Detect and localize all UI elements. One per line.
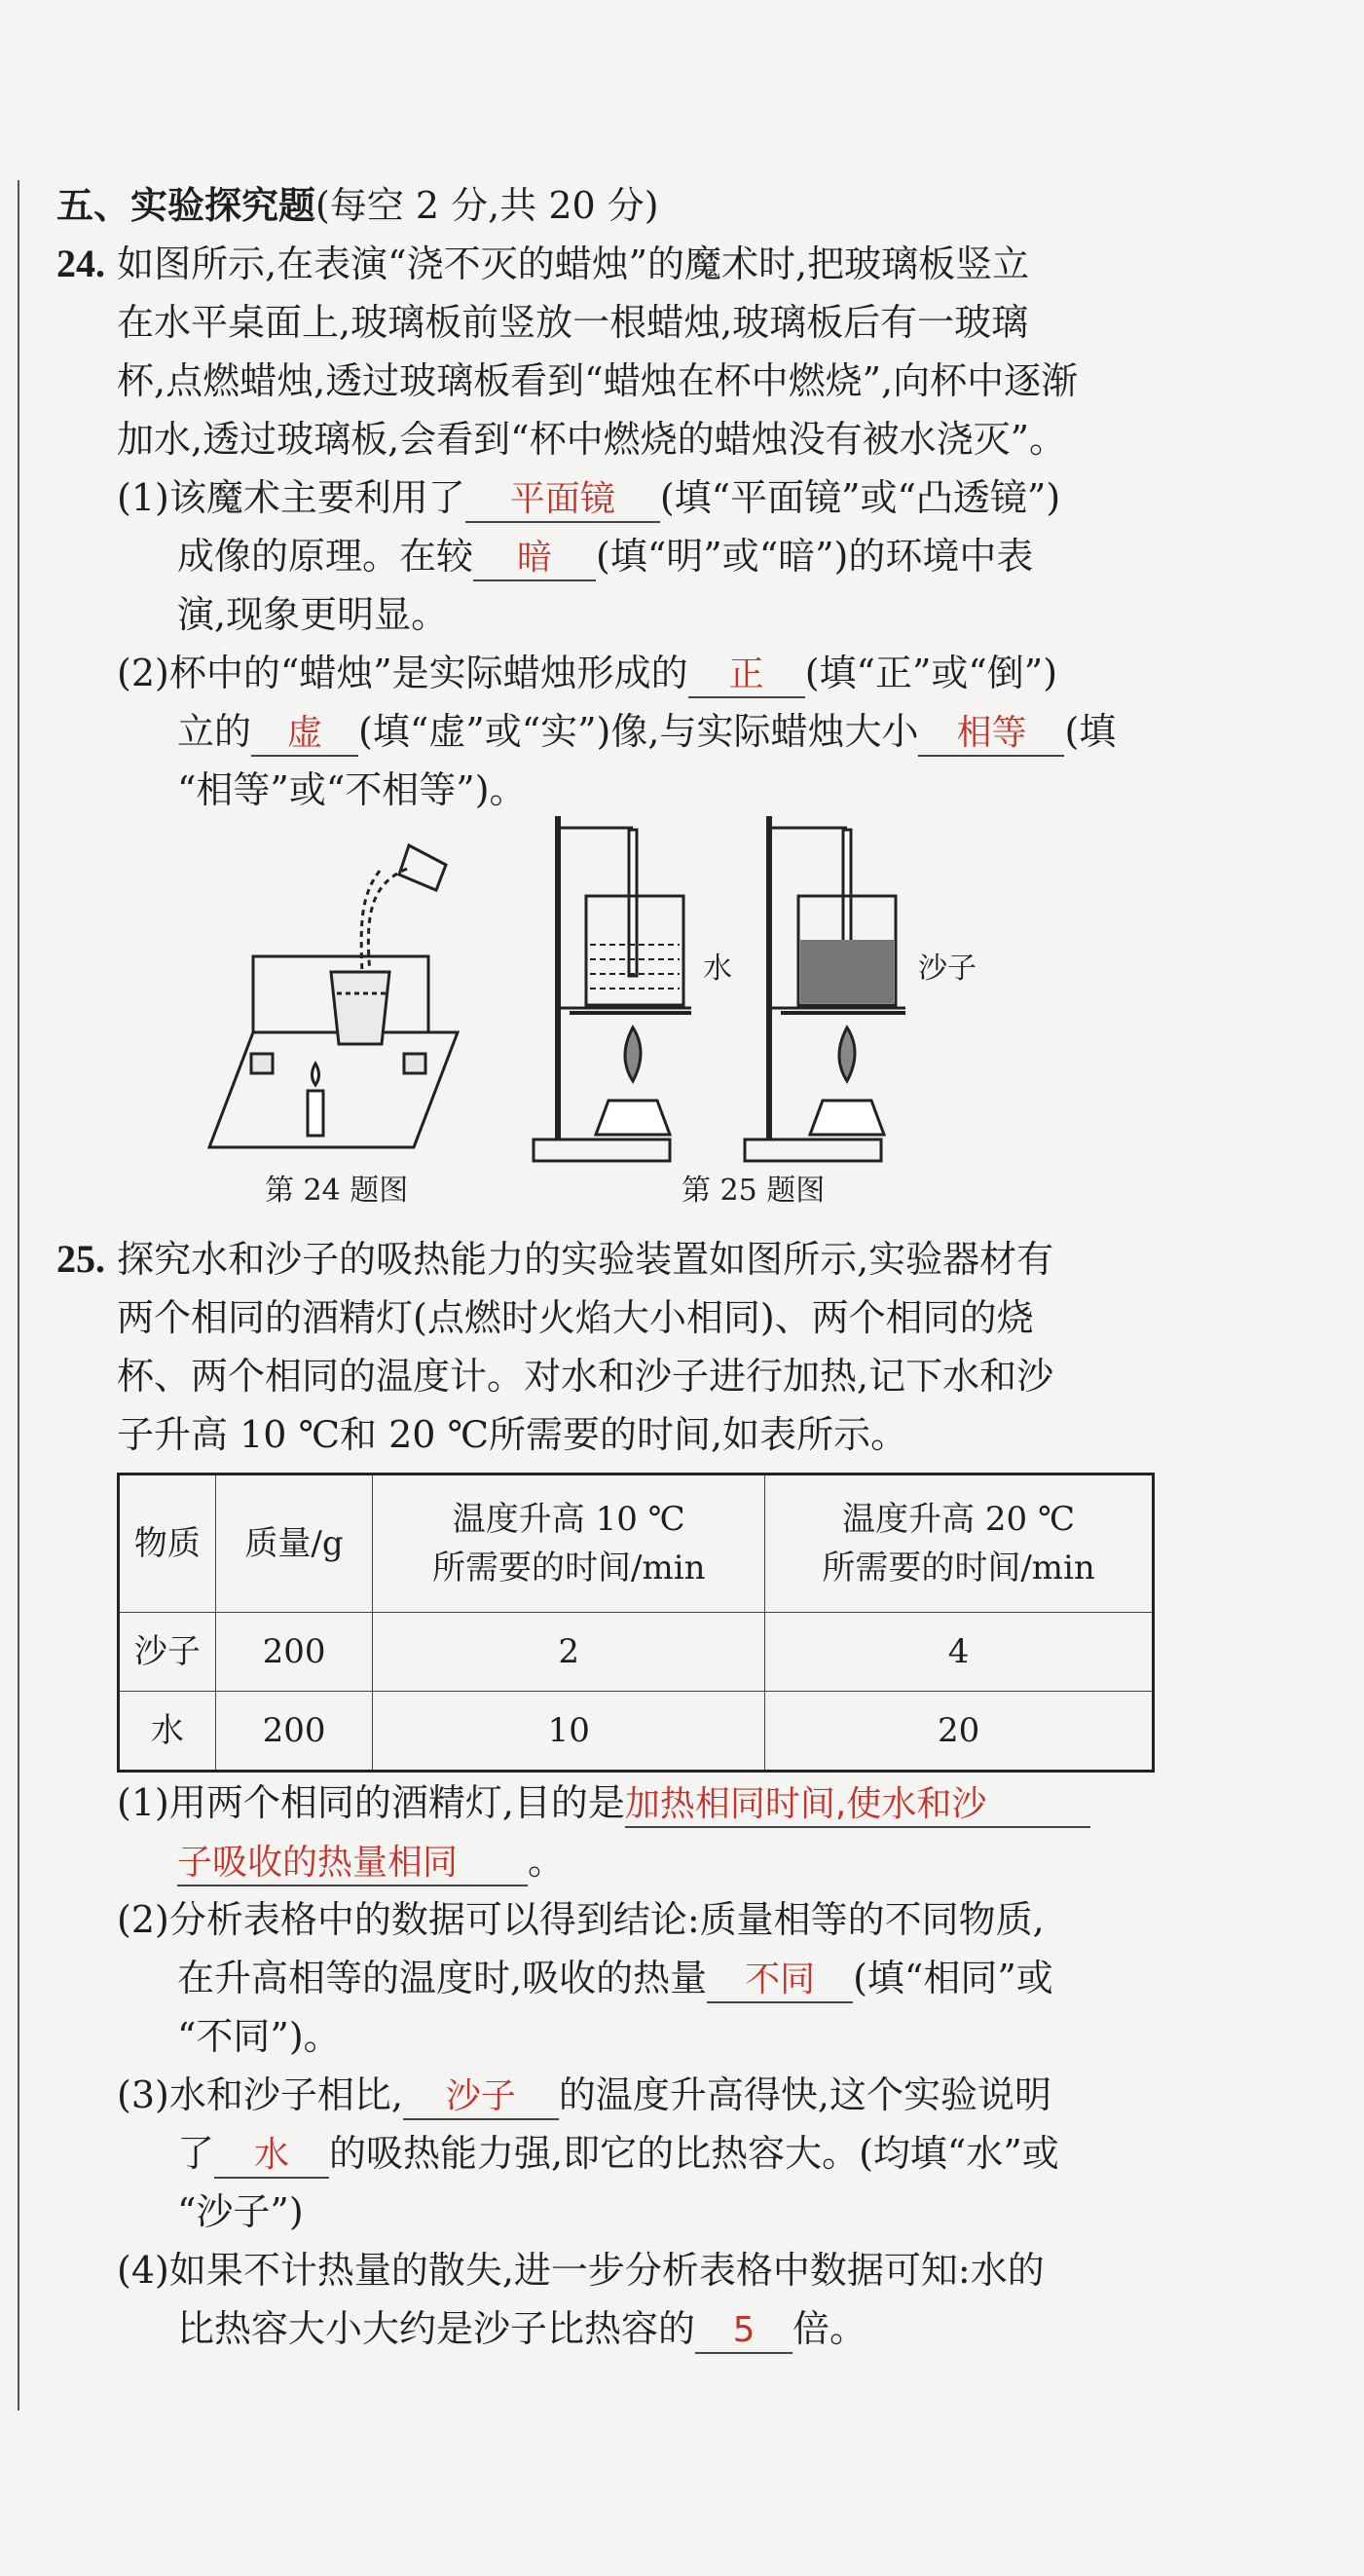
answer-blank: 不同 — [707, 1959, 853, 2003]
plate-clip-right — [404, 1054, 425, 1073]
q25-p2-text-c: (填“相同”或 — [853, 1957, 1053, 1999]
q24-p2-text-d: (填“虚”或“实”)像,与实际蜡烛大小 — [358, 710, 919, 753]
q24-number: 24. — [56, 242, 105, 285]
q25-p4-text-c: 倍。 — [793, 2307, 867, 2350]
answer-blank: 子吸收的热量相同 — [177, 1842, 528, 1886]
q24-p1-text-c: 成像的原理。在较 — [177, 535, 474, 578]
answer-blank: 水 — [214, 2134, 329, 2179]
q24-p2-text-c: 立的 — [177, 710, 252, 753]
q24-p2-text-e: (填 — [1064, 710, 1117, 753]
q25-stem-3: 杯、两个相同的温度计。对水和沙子进行加热,记下水和沙 — [117, 1355, 1054, 1398]
label-sand: 沙子 — [918, 952, 977, 986]
q25-line-1 — [56, 1235, 1053, 1284]
answer-blank: 相等 — [918, 712, 1064, 757]
section-header — [56, 181, 659, 230]
q25-p3-text-c: 了 — [177, 2132, 215, 2175]
stand-base-right — [745, 1139, 881, 1161]
header-line: 温度升高 20 ℃ — [842, 1500, 1076, 1539]
table-cell: 20 — [765, 1692, 1154, 1772]
table-top — [209, 1032, 458, 1147]
header-cell — [373, 1475, 765, 1613]
q24-p1-line-3: 演,现象更明显。 — [177, 593, 449, 636]
figure-25 — [526, 808, 983, 1178]
table-cell: 200 — [215, 1613, 373, 1692]
candle — [308, 1091, 323, 1136]
q24-p2-line-2 — [177, 707, 1116, 757]
table-cell: 2 — [373, 1613, 765, 1692]
table-row — [119, 1692, 1154, 1772]
sand-fill — [800, 940, 894, 1003]
q24-stem-4: 加水,透过玻璃板,会看到“杯中燃烧的蜡烛没有被水浇灭”。 — [117, 418, 1067, 461]
header-cell: 物质 — [119, 1475, 216, 1613]
q24-p1-line-2 — [177, 532, 1033, 581]
q25-p2-text-b: 在升高相等的温度时,吸收的热量 — [177, 1957, 708, 1999]
table-cell: 200 — [215, 1692, 373, 1772]
q24-p2-text-b: (填“正”或“倒”) — [804, 652, 1058, 694]
q24-p1-line-1 — [117, 473, 1060, 523]
header-line: 所需要的时间/min — [432, 1549, 706, 1587]
q25-p4-text-b: 比热容大小大约是沙子比热容的 — [177, 2307, 696, 2350]
q25-stem-4: 子升高 10 ℃和 20 ℃所需要的时间,如表所示。 — [117, 1413, 908, 1456]
q25-p1-end: 。 — [528, 1840, 566, 1883]
q25-stem-1: 探究水和沙子的吸热能力的实验装置如图所示,实验器材有 — [117, 1238, 1054, 1281]
label-water: 水 — [703, 952, 732, 986]
q25-number: 25. — [56, 1237, 105, 1281]
answer-blank: 加热相同时间,使水和沙 — [625, 1783, 1090, 1828]
q25-p2-line-3: “不同”)。 — [177, 2015, 341, 2058]
q25-p1-line-2 — [177, 1837, 565, 1886]
q25-p2-line-1: (2)分析表格中的数据可以得到结论:质量相等的不同物质, — [117, 1898, 1045, 1941]
answer-blank: 5 — [695, 2309, 793, 2354]
flame-left — [625, 1027, 641, 1081]
plate-clip-left — [251, 1054, 273, 1073]
stand-base-left — [534, 1139, 670, 1161]
section-title: 五、实验探究题 — [56, 183, 316, 227]
q24-p1-text-d: (填“明”或“暗”)的环境中表 — [596, 535, 1034, 578]
answer-blank: 平面镜 — [465, 478, 660, 523]
section-note: (每空 2 分,共 20 分) — [315, 184, 659, 227]
q25-p3-text-d: 的吸热能力强,即它的比热容大。(均填“水”或 — [329, 2132, 1059, 2175]
q25-p3-line-2 — [177, 2129, 1059, 2179]
header-cell: 质量/g — [215, 1475, 373, 1613]
table-cell: 沙子 — [119, 1613, 216, 1692]
q25-p3-text-b: 的温度升高得快,这个实验说明 — [558, 2073, 1052, 2116]
figure-24-caption: 第 24 题图 — [265, 1174, 409, 1208]
table-cell: 4 — [765, 1613, 1154, 1692]
header-line: 温度升高 10 ℃ — [452, 1500, 685, 1539]
q24-stem-3: 杯,点燃蜡烛,透过玻璃板看到“蜡烛在杯中燃烧”,向杯中逐渐 — [117, 359, 1079, 402]
margin-line — [18, 180, 19, 2410]
glass-cup — [331, 972, 389, 1044]
q25-p3-line-1 — [117, 2071, 1051, 2120]
answer-blank: 正 — [688, 653, 805, 698]
q25-p3-text-a: (3)水和沙子相比, — [117, 2073, 403, 2116]
figure-25-caption: 第 25 题图 — [682, 1174, 826, 1208]
answer-blank: 虚 — [251, 712, 358, 757]
q25-stem-2: 两个相同的酒精灯(点燃时火焰大小相同)、两个相同的烧 — [117, 1296, 1034, 1339]
figure-24 — [204, 838, 487, 1169]
table-row — [119, 1613, 1154, 1692]
table-cell: 水 — [119, 1692, 216, 1772]
q24-p2-line-3: “相等”或“不相等”)。 — [177, 768, 527, 811]
q25-p1-line-1 — [117, 1778, 1090, 1828]
q25-p1-text-a: (1)用两个相同的酒精灯,目的是 — [117, 1781, 625, 1824]
q24-stem-1: 如图所示,在表演“浇不灭的蜡烛”的魔术时,把玻璃板竖立 — [117, 243, 1030, 285]
thermometer-left — [629, 830, 637, 976]
q24-p2-line-1 — [117, 649, 1057, 698]
table-header-row — [119, 1475, 1154, 1613]
data-table — [117, 1473, 1155, 1773]
q24-stem-2: 在水平桌面上,玻璃板前竖放一根蜡烛,玻璃板后有一玻璃 — [117, 301, 1029, 344]
q24-p1-text-b: (填“平面镜”或“凸透镜”) — [659, 476, 1061, 519]
flame-right — [839, 1027, 855, 1081]
table-cell: 10 — [373, 1692, 765, 1772]
alcohol-lamp-left — [596, 1101, 670, 1135]
q25-p3-line-3: “沙子”) — [177, 2190, 304, 2233]
candle-flame — [313, 1064, 319, 1085]
q25-p4-line-2 — [177, 2304, 866, 2354]
q24-p1-text-a: (1)该魔术主要利用了 — [117, 476, 465, 519]
answer-blank: 沙子 — [403, 2075, 559, 2120]
q25-p2-line-2 — [177, 1954, 1053, 2003]
q24-p2-text-a: (2)杯中的“蜡烛”是实际蜡烛形成的 — [117, 652, 688, 694]
header-line: 所需要的时间/min — [822, 1549, 1095, 1587]
alcohol-lamp-right — [810, 1101, 884, 1135]
q25-p4-line-1: (4)如果不计热量的散失,进一步分析表格中数据可知:水的 — [117, 2249, 1045, 2292]
q24-line-1 — [56, 240, 1029, 288]
header-cell — [765, 1475, 1154, 1613]
answer-blank: 暗 — [473, 537, 596, 581]
water-stream — [368, 869, 407, 974]
